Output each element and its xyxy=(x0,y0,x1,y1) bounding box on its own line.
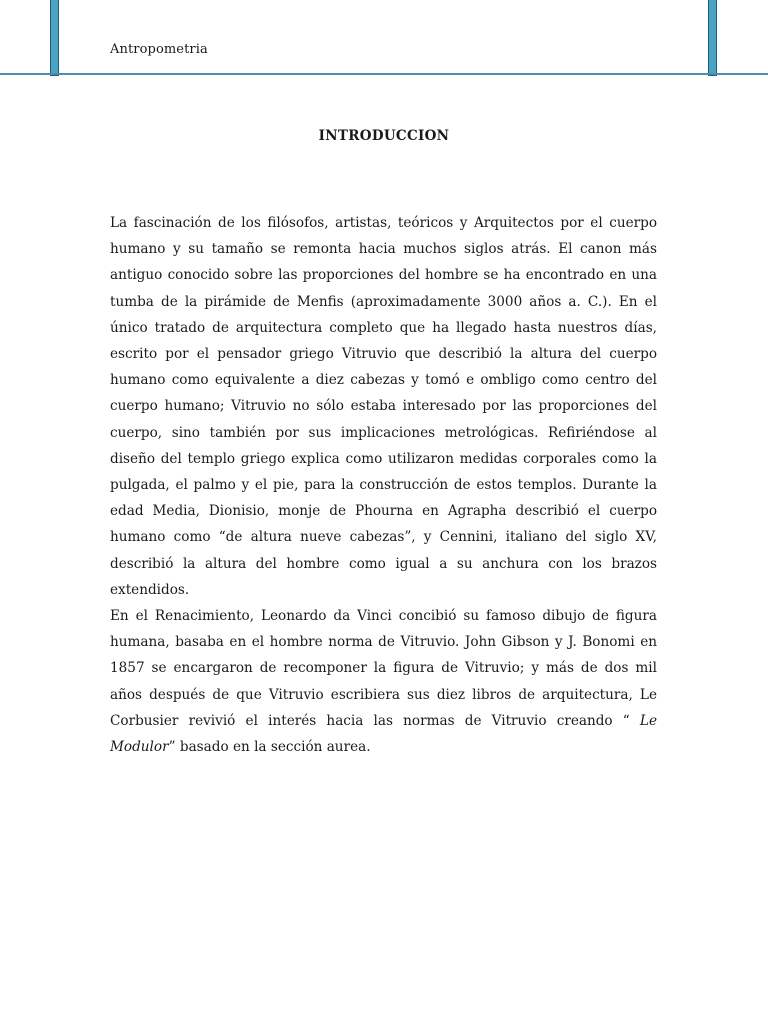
header-divider xyxy=(0,73,768,75)
header-right-accent-bar xyxy=(708,0,717,76)
paragraph-1: La fascinación de los filósofos, artistas, teóricos y Arquitectos por el cuerpo humano y su tamaño se remonta hacia muchos siglos atrás. El canon más antiguo conocido sobre las proporciones del hombre se ha encontrado en una tumba de la pirámide de Menfis (aproximadamente 3000 años a. C.). En el único tratado de arquitectura completo que ha llegado hasta nuestros días, escrito por el pensador griego Vitruvio que describió la altura del cuerpo humano como equivalente a diez cabezas y tomó e ombligo como centro del cuerpo humano; Vitruvio no sólo estaba interesado por las proporciones del cuerpo, sino también por sus implicaciones metrológicas. Refiriéndose al diseño del templo griego explica como utilizaron medidas corporales como la pulgada, el palmo y el pie, para la construcción de estos templos. Durante la edad Media, Dionisio, monje de Phourna en Agrapha describió el cuerpo humano como “de altura nueve cabezas”, y Cennini, italiano del siglo XV, describió la altura del hombre como igual a su anchura con los brazos extendidos. xyxy=(110,215,657,598)
header-left-accent-bar xyxy=(50,0,59,76)
page-header-title: Antropometria xyxy=(110,42,208,57)
document-body xyxy=(110,210,657,760)
paragraph-2-text-start: En el Renacimiento, Leonardo da Vinci concibió su famoso dibujo de figura humana, basaba en el hombre norma de Vitruvio. John Gibson y J. Bonomi en 1857 se encargaron de recomponer la figura de Vitruvio; y más de dos mil años después de que Vitruvio escribiera sus diez libros de arquitectura, Le Corbusier revivió el interés hacia las normas de Vitruvio creando “ xyxy=(110,608,657,729)
section-heading: INTRODUCCION xyxy=(318,128,450,144)
le-modulor-italic: Le Modulor xyxy=(110,712,657,756)
paragraph-2 xyxy=(110,603,657,760)
paragraph-2-text-end: ” basado en la sección aurea. xyxy=(168,739,371,756)
